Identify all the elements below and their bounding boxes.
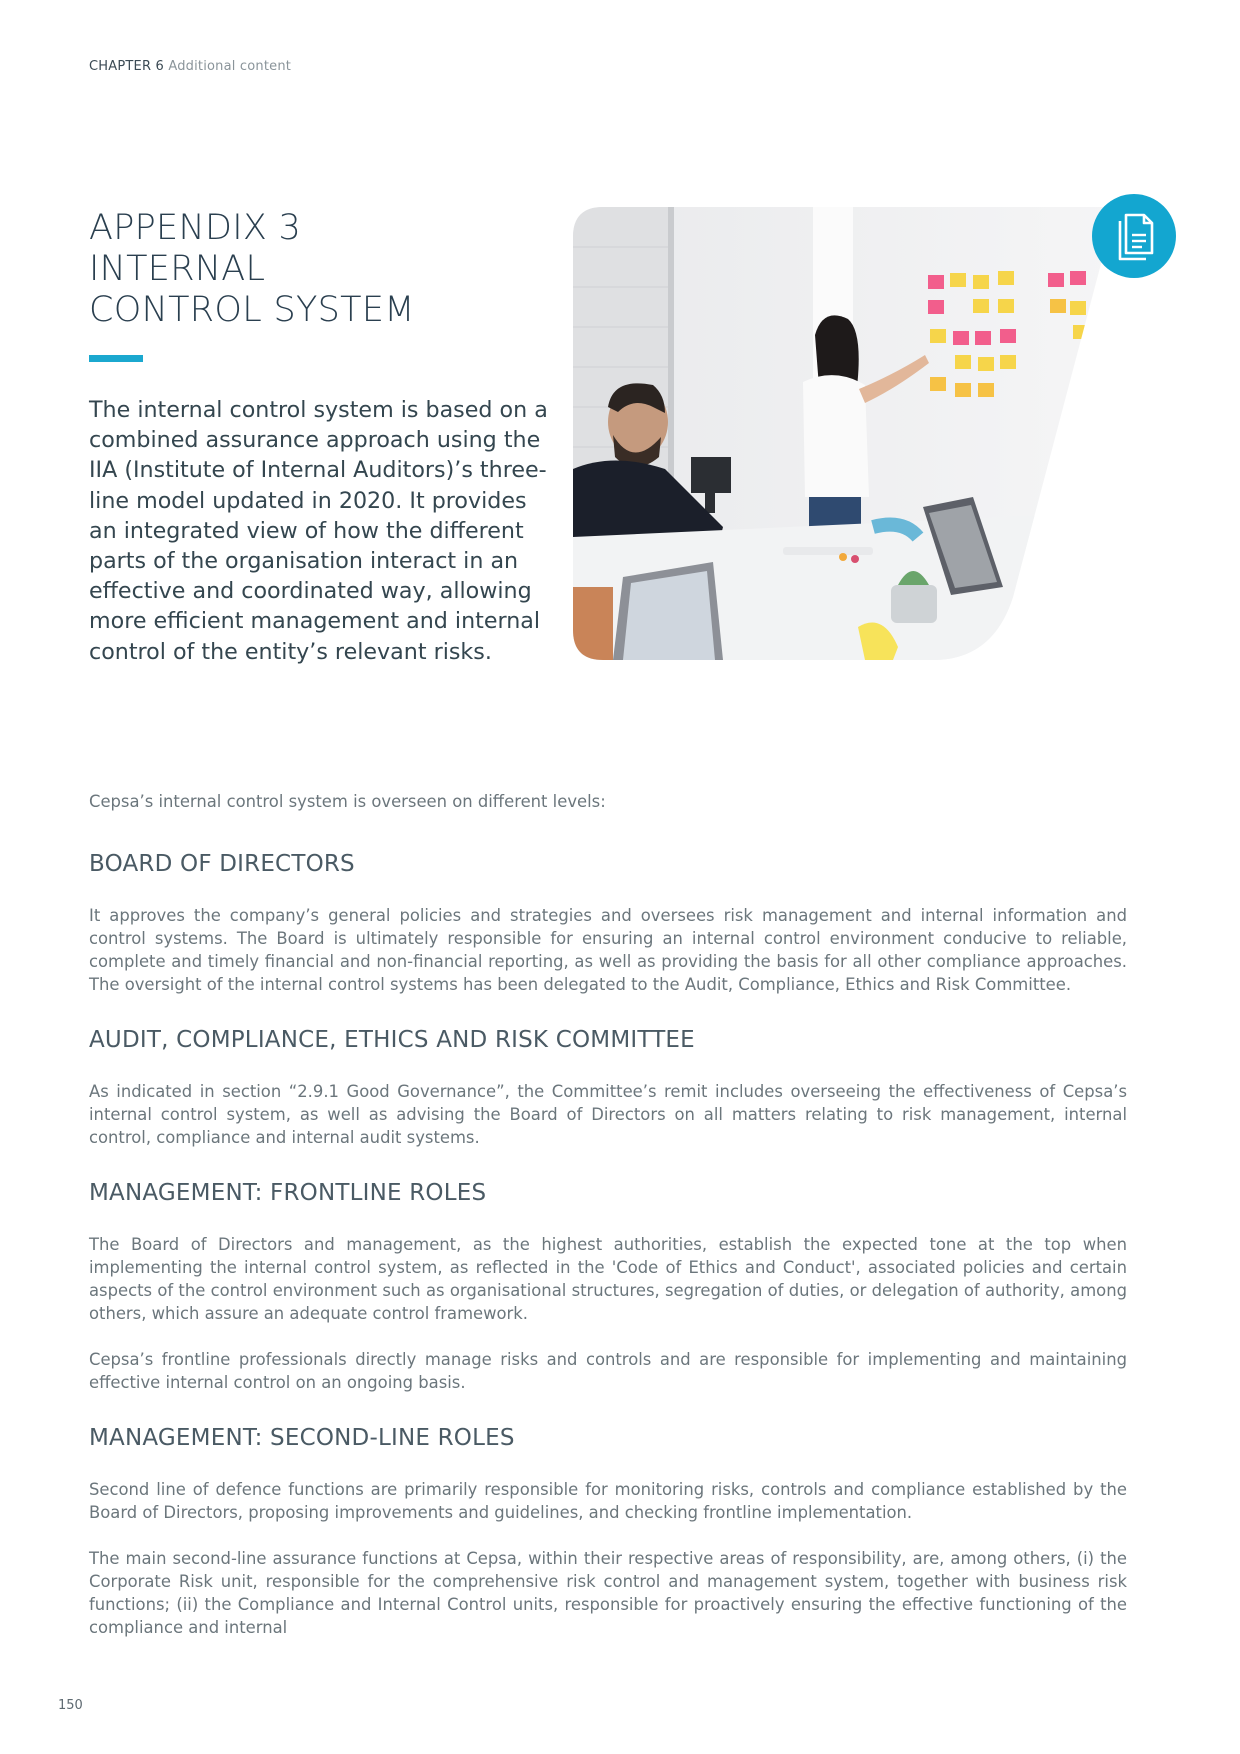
section-paragraph: The Board of Directors and management, as the highest authorities, establish the expected tone at the top when implementing the internal control system, as reflected in the 'Code of Ethics and Conduct', associated policies and certain aspects of the control environment such as organisational structures, segregation of duties, or delegation of authority, among others, which assure an adequate control framework.: [89, 1235, 1127, 1323]
document-badge: [1092, 194, 1176, 278]
section-heading-second-line: MANAGEMENT: SECOND-LINE ROLES: [89, 1425, 515, 1451]
page-header: [89, 59, 291, 74]
document-icon: [1112, 211, 1156, 261]
chapter-section: Additional content: [168, 59, 292, 74]
section-heading-audit-committee: AUDIT, COMPLIANCE, ETHICS AND RISK COMMITTEE: [89, 1027, 695, 1053]
lead-sentence: Cepsa’s internal control system is overseen on different levels:: [89, 792, 606, 811]
title-line-1: APPENDIX 3: [89, 208, 302, 248]
page-number: 150: [58, 1698, 83, 1713]
title-line-2: INTERNAL: [89, 249, 266, 289]
title-accent-bar: [89, 355, 143, 362]
section-paragraph: As indicated in section “2.9.1 Good Governance”, the Committee’s remit includes overseeing the effectiveness of Cepsa’s internal control system, as well as advising the Board of Directors on all matters relating to risk management, internal control, compliance and internal audit systems.: [89, 1082, 1127, 1147]
section-paragraph: Second line of defence functions are primarily responsible for monitoring risks, controls and compliance established by the Board of Directors, proposing improvements and guidelines, and checking frontline implementation.: [89, 1480, 1127, 1522]
section-heading-frontline: MANAGEMENT: FRONTLINE ROLES: [89, 1180, 487, 1206]
intro-paragraph: The internal control system is based on a combined assurance approach using the IIA (Institute of Internal Auditors)’s three-line model updated in 2020. It provides an integrated view of how the different parts of the organisation interact in an effective and coordinated way, allowing more efficient management and internal control of the entity’s relevant risks.: [89, 397, 548, 665]
section-paragraph: It approves the company’s general policies and strategies and oversees risk management and internal information and control systems. The Board is ultimately responsible for ensuring an internal control environment conducive to reliable, complete and timely financial and non-financial reporting, as well as providing the basis for all other compliance approaches. The oversight of the internal control systems has been delegated to the Audit, Compliance, Ethics and Risk Committee.: [89, 906, 1127, 994]
office-meeting-photo: [573, 207, 1116, 660]
section-paragraph: The main second-line assurance functions at Cepsa, within their respective areas of responsibility, are, among others, (i) the Corporate Risk unit, responsible for the comprehensive risk control and management system, together with business risk functions; (ii) the Compliance and Internal Control units, responsible for proactively ensuring the effective functioning of the compliance and internal: [89, 1549, 1127, 1637]
chapter-label: CHAPTER 6: [89, 59, 164, 74]
page-title: [89, 208, 415, 331]
section-heading-board: BOARD OF DIRECTORS: [89, 851, 355, 877]
body-content: [89, 790, 1127, 1639]
title-line-3: CONTROL SYSTEM: [89, 290, 415, 330]
section-paragraph: Cepsa’s frontline professionals directly manage risks and controls and are responsible for implementing and maintaining effective internal control on an ongoing basis.: [89, 1350, 1127, 1392]
